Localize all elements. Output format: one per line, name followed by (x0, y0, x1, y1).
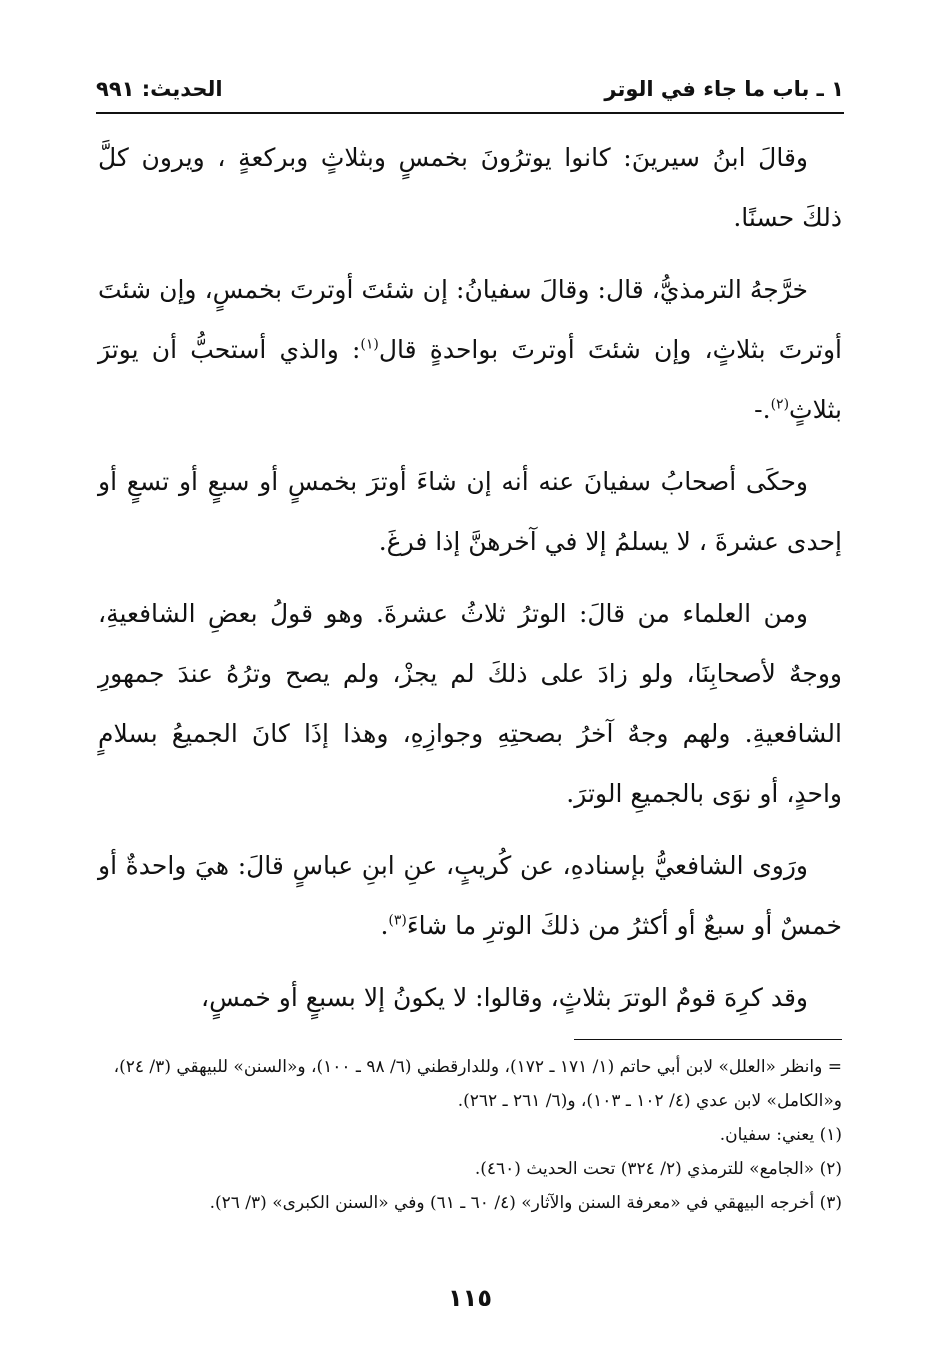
header-rule (96, 112, 844, 114)
paragraph (98, 452, 842, 572)
footnote: (١) يعني: سفيان. (719, 1125, 842, 1145)
footnote-marker[interactable]: (٣) (388, 912, 407, 929)
paragraph-text: وحكَى أصحابُ سفيانَ عنه أنه إن شاءَ أوترَ بخمسٍ أو سبعٍ أو تسعٍ أو إحدى عشرةَ ، لا يسلمُ إلا في آخرهنَّ إذا فرغَ. (98, 467, 842, 556)
paragraph-text: ومن العلماء من قالَ: الوترُ ثلاثُ عشرةَ. وهو قولُ بعضِ الشافعيةِ، ووجهٌ لأصحابِنَا، ولو زادَ على ذلكَ لم يجزْ، ولم يصح وترُهُ عندَ جمهورِ الشافعيةِ. ولهم وجهٌ آخرُ بصحتِهِ وجوازِهِ، وهذا إذَا كانَ الجميعُ بسلامٍ واحدٍ، أو نوَى بالجميعِ الوترَ. (98, 599, 842, 808)
main-text (98, 128, 842, 1040)
page-number: ١١٥ (448, 1284, 492, 1312)
paragraph-text: ورَوى الشافعيُّ بإسنادهِ، عن كُريبٍ، عنِ ابنِ عباسٍ قالَ: هيَ واحدةٌ أو خمسٌ أو سبعٌ أو أكثرُ من ذلكَ الوترِ ما شاءَ (98, 851, 842, 940)
footnote: (٣) أخرجه البيهقي في «معرفة السنن والآثار» (٤/ ٦٠ ـ ٦١) وفي «السنن الكبرى» (٣/ ٢٦). (209, 1193, 842, 1213)
paragraph (98, 968, 842, 1028)
paragraph-text: . (380, 911, 389, 940)
running-header (96, 70, 844, 108)
paragraph-text: وقالَ ابنُ سيرينَ: كانوا يوترُونَ بخمسٍ وبثلاثٍ وبركعةٍ ، ويرون كلَّ ذلكَ حسنًا. (98, 143, 842, 232)
paragraph (98, 836, 842, 956)
paragraph-text: وقد كرِهَ قومٌ الوترَ بثلاثٍ، وقالوا: لا يكونُ إلا بسبعٍ أو خمسٍ، (201, 983, 808, 1012)
paragraph-text: خرَّجهُ الترمذيُّ، قال: وقالَ سفيانُ: إن شئتَ أوترتَ بخمسٍ، وإن شئتَ أوترتَ بثلاثٍ، وإن شئتَ أوترتَ بواحدةٍ قال (98, 275, 842, 364)
footnote-marker[interactable]: (١) (360, 336, 379, 353)
footnote: (٢) «الجامع» للترمذي (٢/ ٣٢٤) تحت الحديث (٤٦٠). (474, 1159, 842, 1179)
footnotes (98, 1050, 842, 1220)
paragraph-text: : والذي أستحبُّ أن يوترَ بثلاثٍ (98, 335, 842, 424)
footnote-separator (574, 1039, 842, 1040)
paragraph-text: .- (754, 395, 771, 424)
chapter-title: ١ ـ باب ما جاء في الوتر (604, 77, 844, 101)
footnote-marker[interactable]: (٢) (770, 396, 790, 413)
paragraph (98, 260, 842, 440)
paragraph (98, 128, 842, 248)
paragraph (98, 584, 842, 824)
hadith-reference: الحديث: ٩٩١ (96, 77, 223, 101)
footnote: = وانظر «العلل» لابن أبي حاتم (١/ ١٧١ ـ ١٧٢)، وللدارقطني (٦/ ٩٨ ـ ١٠٠)، و«السنن» للبيهقي (٣/ ٢٤)، و«الكامل» لابن عدي (٤/ ١٠٢ ـ ١٠٣)، و(٦/ ٢٦١ ـ ٢٦٢). (113, 1057, 842, 1111)
